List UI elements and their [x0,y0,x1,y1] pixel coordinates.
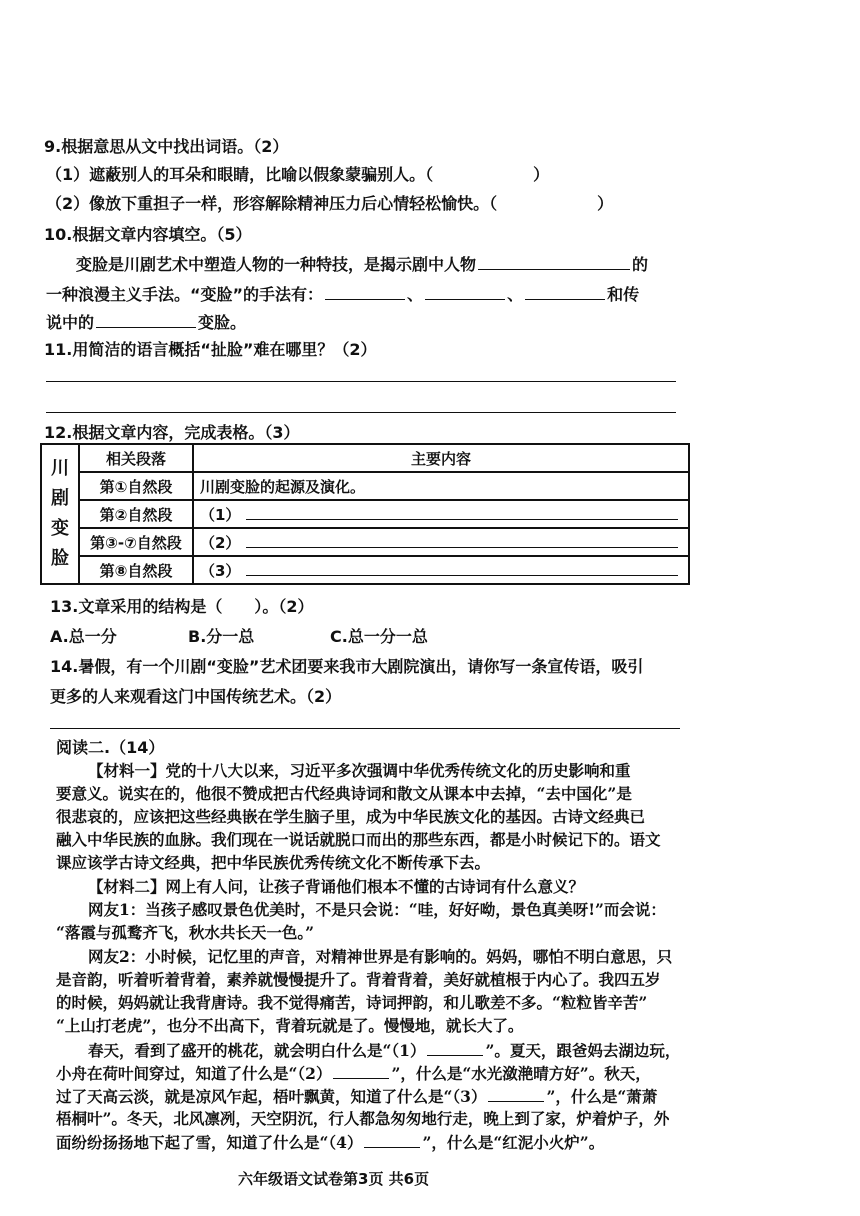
q10-title: 10.根据文章内容填空。（5） [44,225,252,244]
line-9-text-b: ”，什么是“水光潋滟晴方好”。秋天， [391,1064,651,1083]
material1-line-4: 融入中华民族的血脉。我们现在一说话就脱口而出的那些东西，都是小时候记下的。语文 [56,830,661,849]
q9-item-1-text: （1）遮蔽别人的耳朵和眼睛，比喻以假象蒙骗别人。（ [46,165,434,184]
q9-item-1-answer[interactable] [435,164,531,180]
table-row [41,472,689,500]
material2-line-9 [56,1062,651,1085]
q10-blank-5[interactable] [96,311,196,328]
reading2-blank-3[interactable] [488,1085,544,1102]
table-row [41,528,689,556]
material1-line-5: 课应该学古诗文经典，把中华民族优秀传统文化不断传承下去。 [56,853,491,872]
header-para: 相关段落 [79,444,193,472]
q10-line-2-end: 和传 [607,285,640,304]
material2-line-11: 梧桐叶”。冬天，北风凛冽，天空阴沉，行人都急匆匆地行走，晚上到了家，炉着炉子，外 [56,1109,670,1128]
q11-answer-line-2[interactable] [46,412,676,413]
row-1-content [193,472,689,500]
line-8-text-a: 春天，看到了盛开的桃花，就会明白什么是“（1） [88,1041,426,1060]
header-content: 主要内容 [193,444,689,472]
q10-line-2 [46,283,639,306]
table-row [41,500,689,528]
material2-line-12 [56,1131,604,1154]
q10-line-2-text: 一种浪漫主义手法。“变脸”的手法有： [46,285,324,304]
q13-option-a[interactable]: A.总一分 [50,627,117,646]
material2-line-2: 网友1：当孩子感叹景色优美时，不是只会说：“哇，好好呦，景色真美呀!”而会说： [88,900,666,919]
q10-line-3-end: 变脸。 [198,313,247,332]
q11-answer-line-1[interactable] [46,381,676,382]
q10-line-3-text: 说中的 [46,313,95,332]
q9-item-1-close: ） [533,165,550,184]
material2-line-4: 网友2：小时候，记忆里的声音，对精神世界是有影响的。妈妈，哪怕不明白意思，只 [88,947,673,966]
row-1-content-text: 川剧变脸的起源及演化。 [200,477,366,496]
q12-title: 12.根据文章内容，完成表格。（3） [44,423,300,442]
material2-line-8 [88,1039,680,1062]
material1-line-1: 【材料一】党的十八大以来，习近平多次强调中华优秀传统文化的历史影响和重 [88,761,631,780]
q10-line-1 [76,253,648,276]
q13-option-c[interactable]: C.总一分一总 [330,627,428,646]
q9-item-2-text: （2）像放下重担子一样，形容解除精神压力后心情轻松愉快。（ [46,194,498,213]
q14-line-2: 更多的人来观看这门中国传统艺术。（2） [50,687,342,706]
q10-blank-3[interactable] [425,283,505,300]
q11-title: 11.用简洁的语言概括“扯脸”难在哪里？（2） [44,340,377,359]
q9-title: 9.根据意思从文中找出词语。（2） [44,137,289,156]
reading2-blank-4[interactable] [364,1131,420,1148]
q9-item-2 [46,193,613,215]
row-3-content-text: （2） [200,533,241,552]
row-2-content-text: （1） [200,505,241,524]
q10-line-1-end: 的 [632,255,649,274]
material2-line-6: 的时候，妈妈就让我背唐诗。我不觉得痛苦，诗词押韵，和儿歌差不多。“粒粒皆辛苦” [56,993,648,1012]
line-10-text-b: ”，什么是“萧萧 [546,1087,658,1106]
reading2-blank-1[interactable] [427,1039,483,1056]
page-footer: 六年级语文试卷第3页 共6页 [238,1170,430,1188]
line-9-text-a: 小舟在荷叶间穿过，知道了什么是“（2） [56,1064,332,1083]
line-10-text-a: 过了天高云淡，就是凉风乍起，梧叶飘黄，知道了什么是“（3） [56,1087,487,1106]
row-1-para: 第①自然段 [79,472,193,500]
q10-line-3 [46,311,246,334]
q12-table-header [41,444,689,472]
row-2-answer-line[interactable] [246,505,678,520]
material2-line-1: 【材料二】网上有人问，让孩子背诵他们根本不懂的古诗词有什么意义？ [88,877,585,896]
q14-answer-line[interactable] [50,728,680,729]
q10-blank-2[interactable] [325,283,405,300]
row-4-para: 第⑧自然段 [79,556,193,584]
line-12-text-b: ”，什么是“红泥小火炉”。 [422,1133,605,1152]
q12-table [40,443,690,585]
q9-item-2-close: ） [597,194,614,213]
material2-line-7: “上山打老虎”，也分不出高下，背着玩就是了。慢慢地，就长大了。 [56,1016,524,1035]
q10-sep-1: 、 [407,285,424,304]
line-8-text-b: ”。夏天，跟爸妈去湖边玩， [485,1041,681,1060]
row-2-para: 第②自然段 [79,500,193,528]
q10-line-1-text: 变脸是川剧艺术中塑造人物的一种特技，是揭示剧中人物 [76,255,477,274]
q12-side-label [41,444,79,584]
reading2-blank-2[interactable] [333,1062,389,1079]
row-4-content-text: （3） [200,561,241,580]
q9-item-1 [46,164,549,186]
q13-title: 13.文章采用的结构是（ ）。（2） [50,597,314,616]
row-4-content [193,556,689,584]
side-char-1: 川 [51,458,69,479]
row-3-answer-line[interactable] [246,533,678,548]
material2-line-10 [56,1085,657,1108]
material2-line-3: “落霞与孤鹜齐飞，秋水共长天一色。” [56,923,315,942]
line-12-text-a: 面纷纷扬扬地下起了雪，知道了什么是“（4） [56,1133,363,1152]
q10-blank-4[interactable] [525,283,605,300]
side-char-3: 变 [51,518,69,539]
row-2-content [193,500,689,528]
side-char-2: 剧 [51,488,69,509]
table-row [41,556,689,584]
q10-blank-1[interactable] [478,253,630,270]
q14-line-1: 14.暑假，有一个川剧“变脸”艺术团要来我市大剧院演出，请你写一条宣传语，吸引 [50,657,644,676]
q13-option-b[interactable]: B.分一总 [188,627,255,646]
material2-line-5: 是音韵，听着听着背着，素养就慢慢提升了。背着背着，美好就植根于内心了。我四五岁 [56,970,661,989]
reading2-title: 阅读二.（14） [56,738,165,757]
material1-line-2: 要意义。说实在的，他很不赞成把古代经典诗词和散文从课本中去掉，“去中国化”是 [56,784,632,803]
side-char-4: 脸 [51,548,69,569]
row-4-answer-line[interactable] [246,561,678,576]
row-3-para: 第③-⑦自然段 [79,528,193,556]
q9-item-2-answer[interactable] [499,193,595,209]
q10-sep-2: 、 [507,285,524,304]
material1-line-3: 很悲哀的，应该把这些经典嵌在学生脑子里，成为中华民族文化的基因。古诗文经典已 [56,807,646,826]
row-3-content [193,528,689,556]
